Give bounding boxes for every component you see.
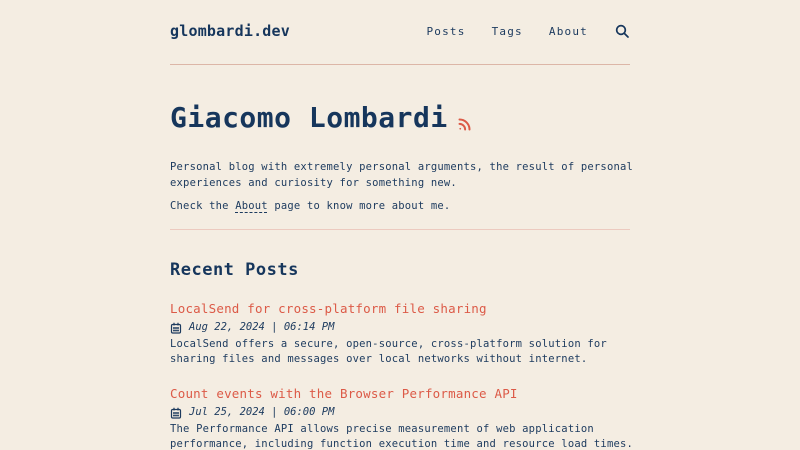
hero-title-row <box>170 103 630 133</box>
post-meta <box>170 321 630 334</box>
calendar-icon <box>170 407 182 419</box>
about-hint-suffix: page to know more about me. <box>267 200 451 212</box>
post-date: Aug 22, 2024 | 06:14 PM <box>189 321 335 333</box>
section-divider <box>170 229 630 230</box>
nav-link-posts[interactable]: Posts <box>426 24 466 38</box>
excerpt-line: The Performance API allows precise measurement of web application <box>170 423 594 435</box>
post-title-link[interactable]: Count events with the Browser Performance API <box>170 386 518 401</box>
site-header <box>170 22 630 40</box>
search-icon <box>614 23 630 39</box>
about-inline-link[interactable]: About <box>235 200 268 212</box>
about-hint-prefix: Check the <box>170 200 236 212</box>
search-button[interactable] <box>614 23 630 39</box>
post-date: Jul 25, 2024 | 06:00 PM <box>189 406 335 418</box>
site-logo[interactable]: glombardi.dev <box>170 22 290 40</box>
about-hint-text <box>170 199 630 214</box>
nav-link-about[interactable]: About <box>548 24 588 38</box>
excerpt-line: sharing files and messages over local networks without internet. <box>170 353 588 365</box>
recent-posts-heading: Recent Posts <box>170 260 299 280</box>
rss-icon <box>457 117 472 132</box>
post-item <box>170 298 630 367</box>
header-divider <box>170 64 630 65</box>
intro-text <box>170 160 634 191</box>
post-excerpt <box>170 422 634 450</box>
intro-line: Personal blog with extremely personal arguments, the result of personal <box>170 161 634 173</box>
page-container <box>170 22 634 450</box>
intro-line: experiences and curiosity for something new. <box>170 176 457 189</box>
page-title: Giacomo Lombardi <box>170 101 448 134</box>
excerpt-line: LocalSend offers a secure, open-source, cross-platform solution for <box>170 338 607 350</box>
rss-link[interactable] <box>457 117 472 132</box>
post-item <box>170 383 634 450</box>
excerpt-line: performance, including function execution time and resource load times. <box>170 438 634 450</box>
nav-link-tags[interactable]: Tags <box>491 24 523 38</box>
post-meta <box>170 406 630 419</box>
calendar-icon <box>170 322 182 334</box>
main-nav <box>426 23 630 39</box>
recent-posts-section <box>170 260 634 450</box>
main-content <box>170 101 634 450</box>
post-title-link[interactable]: LocalSend for cross-platform file sharing <box>170 301 487 316</box>
post-excerpt <box>170 337 630 367</box>
